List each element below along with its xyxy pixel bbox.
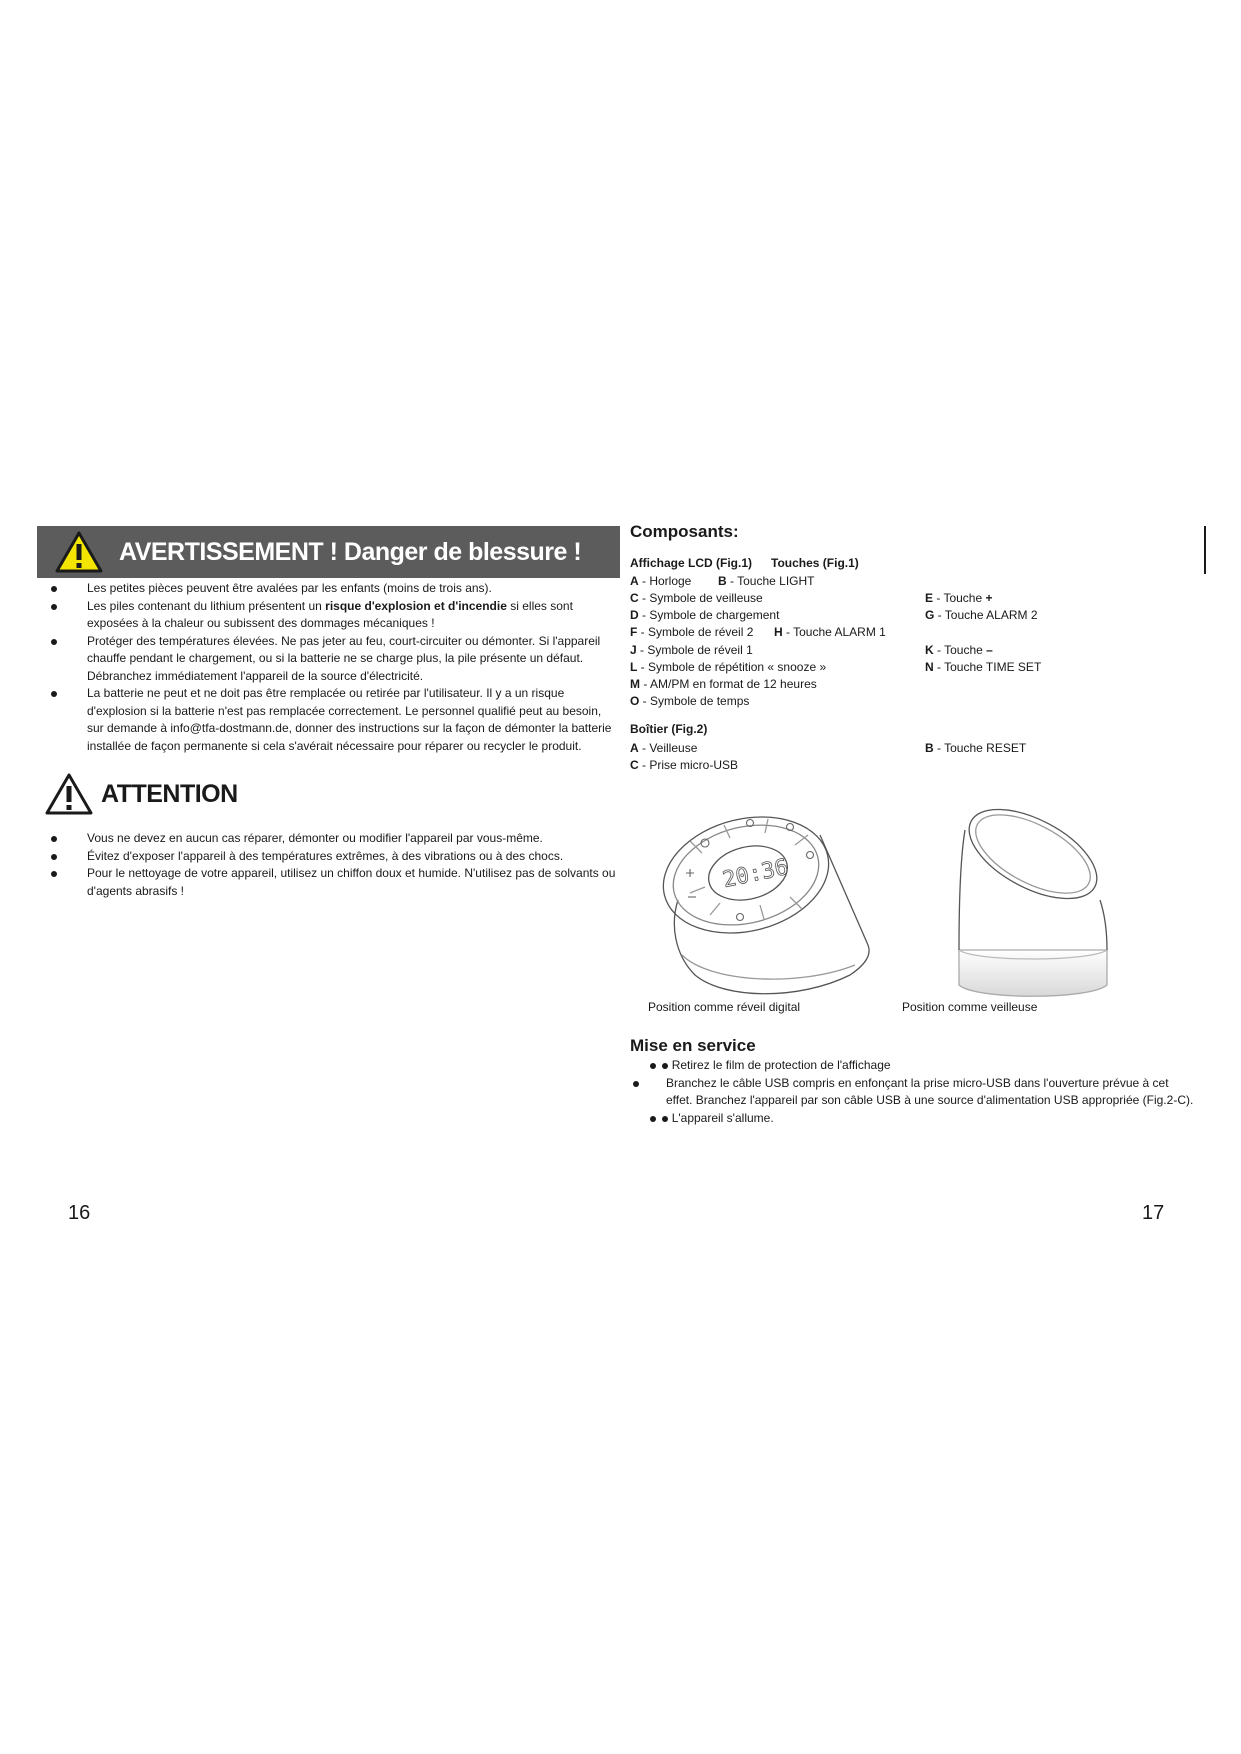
lcd-item-j: J - Symbole de réveil 1 xyxy=(630,643,753,657)
mise-en-service-title: Mise en service xyxy=(630,1036,756,1055)
emphasis-text: risque d'explosion et d'incendie xyxy=(325,598,507,613)
keys-heading: Touches (Fig.1) xyxy=(771,556,859,570)
bullet-icon xyxy=(633,1081,639,1087)
attention-header xyxy=(45,772,238,816)
key-item-g: G - Touche ALARM 2 xyxy=(925,608,1038,622)
list-item: Retirez le film de protection de l'affichage xyxy=(630,1057,1200,1074)
caption-night-light: Position comme veilleuse xyxy=(902,1000,1038,1014)
clock-display-text: 20:36 xyxy=(720,854,791,894)
lcd-item-a: A - Horloge xyxy=(630,574,692,588)
mise-en-service-list xyxy=(630,1057,1200,1127)
lcd-heading: Affichage LCD (Fig.1) xyxy=(630,556,752,570)
list-item: Branchez le câble USB compris en enfonçant la prise micro-USB dans l'ouverture prévue à cet effet. Branchez l'appareil par son câble USB à une source d'alimentation USB appropriée (Fig.2-C). xyxy=(630,1075,1200,1109)
components-title: Composants: xyxy=(630,522,739,541)
bullet-icon xyxy=(650,1063,656,1069)
warning-triangle-icon xyxy=(55,530,103,574)
page-number-left: 16 xyxy=(68,1202,91,1224)
page-number-right: 17 xyxy=(1142,1202,1165,1224)
list-item: Pour le nettoyage de votre appareil, utilisez un chiffon doux et humide. N'utilisez pas de solvants ou d'agents abrasifs ! xyxy=(37,865,620,900)
list-item: Les piles contenant du lithium présentent un risque d'explosion et d'incendie si elles sont exposées à la chaleur ou subissent des dommages mécaniques ! xyxy=(37,598,620,633)
key-item-h: H - Touche ALARM 1 xyxy=(774,625,886,639)
lcd-item-m: M - AM/PM en format de 12 heures xyxy=(630,677,817,691)
case-item-c: C - Prise micro-USB xyxy=(630,758,739,772)
lcd-item-o: O - Symbole de temps xyxy=(630,694,750,708)
case-item-b: B - Touche RESET xyxy=(925,741,1027,755)
list-item: Vous ne devez en aucun cas réparer, démonter ou modifier l'appareil par vous-même. xyxy=(37,830,620,848)
warning-banner xyxy=(37,526,620,578)
lcd-item-l: L - Symbole de répétition « snooze » xyxy=(630,660,827,674)
list-item: L'appareil s'allume. xyxy=(630,1110,1200,1127)
lcd-item-d: D - Symbole de chargement xyxy=(630,608,780,622)
bullet-icon xyxy=(650,1116,656,1122)
warning-title: AVERTISSEMENT ! Danger de blessure ! xyxy=(119,537,582,566)
list-item: La batterie ne peut et ne doit pas être remplacée ou retirée par l'utilisateur. Il y a un risque d'explosion si la batterie n'est pas remplacée correctement. Le personnel qualifié peut au besoin, sur demande à info@tfa-dostmann.de, donner des instructions sur la façon de démonter la batterie installée de façon permanente si cela s'avérait nécessaire pour réparer ou recycler le produit. xyxy=(37,685,620,755)
list-item: Protéger des températures élevées. Ne pas jeter au feu, court-circuiter ou démonter. Si l'appareil chauffe pendant le chargement, ou si la batterie ne se charge plus, la pile présente un défaut. Débranchez immédiatement l'appareil de la source d'électricité. xyxy=(37,633,620,686)
page-edge-line xyxy=(1204,526,1206,574)
night-light-figure xyxy=(955,800,1115,1000)
clock-alarm-figure xyxy=(650,805,880,1000)
lcd-item-c: C - Symbole de veilleuse xyxy=(630,591,763,605)
caption-alarm: Position comme réveil digital xyxy=(648,1000,801,1014)
key-item-n: N - Touche TIME SET xyxy=(925,660,1042,674)
warning-list xyxy=(37,580,620,755)
lcd-item-f: F - Symbole de réveil 2 xyxy=(630,625,754,639)
attention-list xyxy=(37,830,620,900)
attention-title: ATTENTION xyxy=(101,779,238,808)
key-item-e: E - Touche + xyxy=(925,591,993,605)
key-item-k: K - Touche – xyxy=(925,643,993,657)
bullet-icon xyxy=(662,1063,668,1069)
key-item-b: B - Touche LIGHT xyxy=(718,574,815,588)
case-item-a: A - Veilleuse xyxy=(630,741,698,755)
case-heading: Boîtier (Fig.2) xyxy=(630,722,708,736)
list-item: Les petites pièces peuvent être avalées par les enfants (moins de trois ans). xyxy=(37,580,620,598)
attention-triangle-icon xyxy=(45,772,93,816)
bullet-icon xyxy=(662,1116,668,1122)
list-item: Évitez d'exposer l'appareil à des températures extrêmes, à des vibrations ou à des chocs. xyxy=(37,848,620,866)
